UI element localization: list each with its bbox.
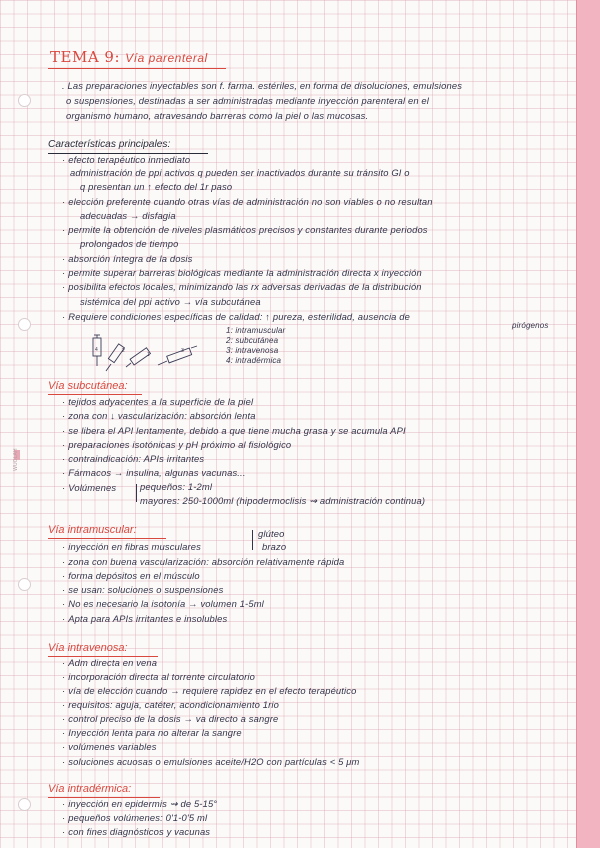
subcutanea-item: · Fármacos → insulina, algunas vacunas... xyxy=(62,467,246,478)
sites-bracket xyxy=(252,530,253,550)
title-subject: Vía parenteral xyxy=(125,51,208,65)
intradermica-heading: Vía intradérmica: xyxy=(48,783,132,795)
intramuscular-item: · inyección en fibras musculares xyxy=(62,541,201,552)
binder-hole xyxy=(18,94,31,107)
title-underline xyxy=(48,68,226,69)
caracteristicas-item: · Requiere condiciones específicas de calidad: ↑ pureza, esterilidad, ausencia de xyxy=(62,311,410,322)
syringe-icon xyxy=(158,346,197,365)
via-legend-item: 3: intravenosa xyxy=(226,346,279,355)
pink-margin-strip xyxy=(577,0,600,848)
syringe-number: 2 xyxy=(122,348,125,354)
intramuscular-item: · zona con buena vascularización: absorción relativamente rápida xyxy=(62,556,344,567)
caracteristicas-item: · efecto terapéutico inmediato xyxy=(62,154,190,165)
volumenes-label: · Volúmenes xyxy=(62,482,116,493)
subcutanea-item: · tejidos adyacentes a la superficie de la piel xyxy=(62,396,253,407)
caracteristicas-heading: Características principales: xyxy=(48,139,171,150)
heading-underline xyxy=(48,538,166,539)
intradermica-item: · inyección en epidermis ⇝ de 5-15° xyxy=(62,798,217,810)
volumenes-large: mayores: 250-1000ml (hipodermoclisis ⇝ administración continua) xyxy=(140,495,426,506)
intro-line: organismo humano, atravesando barreras como la piel o las mucosas. xyxy=(66,110,369,121)
margin-line xyxy=(576,0,577,848)
intramuscular-item: · No es necesario la isotonía → volumen 1-5ml xyxy=(62,598,264,609)
subcutanea-item: · contraindicación: APIs irritantes xyxy=(62,453,204,464)
caracteristicas-item: · posibilita efectos locales, minimizando las rx adversas derivadas de la distribución xyxy=(62,281,422,292)
title-number: TEMA 9: xyxy=(50,48,121,66)
syringe-number: 4 xyxy=(95,347,98,353)
intravenosa-item: · Adm directa en vena xyxy=(62,657,157,668)
intravenosa-item: · soluciones acuosas o emulsiones aceite/H2O con partículas < 5 μm xyxy=(62,756,359,767)
site-label: brazo xyxy=(262,541,287,552)
intravenosa-item: · requisitos: aguja, catéter, acondicionamiento 1rio xyxy=(62,699,279,710)
intramuscular-heading: Vía intramuscular: xyxy=(48,524,137,536)
subcutanea-heading: Vía subcutánea: xyxy=(48,380,128,392)
site-label: glúteo xyxy=(258,528,285,539)
syringe-number: 1 xyxy=(147,352,150,358)
caracteristicas-item: · elección preferente cuando otras vías de administración no son viables o no resultan xyxy=(62,196,433,207)
caracteristicas-item: · permite superar barreras biológicas mediante la administración directa x inyección xyxy=(62,267,422,278)
syringe-drawing xyxy=(85,330,205,375)
intro-line: o suspensiones, destinadas a ser administradas mediante inyección parenteral en el xyxy=(66,95,430,106)
via-legend-item: 2: subcutánea xyxy=(226,336,279,345)
intravenosa-item: · Inyección lenta para no alterar la sangre xyxy=(62,727,242,738)
intravenosa-item: · vía de elección cuando → requiere rapidez en el efecto terapéutico xyxy=(62,685,356,696)
intravenosa-heading: Vía intravenosa: xyxy=(48,642,128,654)
via-legend-item: 4: intradérmica xyxy=(226,356,282,365)
caracteristicas-item: prolongados de tiempo xyxy=(80,238,179,249)
syringe-number: 3 xyxy=(181,348,184,354)
subcutanea-item: · preparaciones isotónicas y pH próximo al fisiológico xyxy=(62,439,291,450)
intravenosa-item: · incorporación directa al torrente circulatorio xyxy=(62,671,255,682)
intravenosa-item: · control preciso de la dosis → va directo a sangre xyxy=(62,713,278,724)
binder-hole xyxy=(18,578,31,591)
via-legend-item: 1: intramuscular xyxy=(226,326,286,335)
intravenosa-item: · volúmenes variables xyxy=(62,741,157,752)
intramuscular-item: · se usan: soluciones o suspensiones xyxy=(62,584,223,595)
intradermica-item: · con fines diagnósticos y vacunas xyxy=(62,826,210,837)
caracteristicas-item: q presentan un ↑ efecto del 1r paso xyxy=(80,181,233,192)
pirogenos-note: pirógenos xyxy=(512,321,549,330)
volumenes-bracket xyxy=(136,484,137,502)
subcutanea-item: · se libera el API lentamente, debido a que tiene mucha grasa y se acumula API xyxy=(62,425,406,436)
caracteristicas-item: administración de ppi activos q pueden ser inactivados durante su tránsito GI o xyxy=(70,167,410,178)
side-watermark-label: WUOLAH xyxy=(13,448,19,472)
binder-hole xyxy=(18,318,31,331)
heading-underline xyxy=(48,394,142,395)
subcutanea-item: · zona con ↓ vascularización: absorción lenta xyxy=(62,410,256,421)
caracteristicas-item: · permite la obtención de niveles plasmáticos precisos y constantes durante periodos xyxy=(62,224,428,235)
intramuscular-item: · forma depósitos en el músculo xyxy=(62,570,200,581)
page-title xyxy=(50,48,208,66)
volumenes-small: pequeños: 1-2ml xyxy=(140,481,213,492)
intramuscular-item: · Apta para APIs irritantes e insolubles xyxy=(62,613,227,624)
intro-line: . Las preparaciones inyectables son f. farma. estériles, en forma de disoluciones, emulsiones xyxy=(62,80,463,91)
binder-hole xyxy=(18,798,31,811)
caracteristicas-item: · absorción íntegra de la dosis xyxy=(62,253,193,264)
intradermica-item: · pequeños volúmenes: 0'1-0'5 ml xyxy=(62,812,207,823)
caracteristicas-item: adecuadas → disfagia xyxy=(80,210,176,221)
caracteristicas-item: sistémica del ppi activo → vía subcutánea xyxy=(80,296,261,307)
